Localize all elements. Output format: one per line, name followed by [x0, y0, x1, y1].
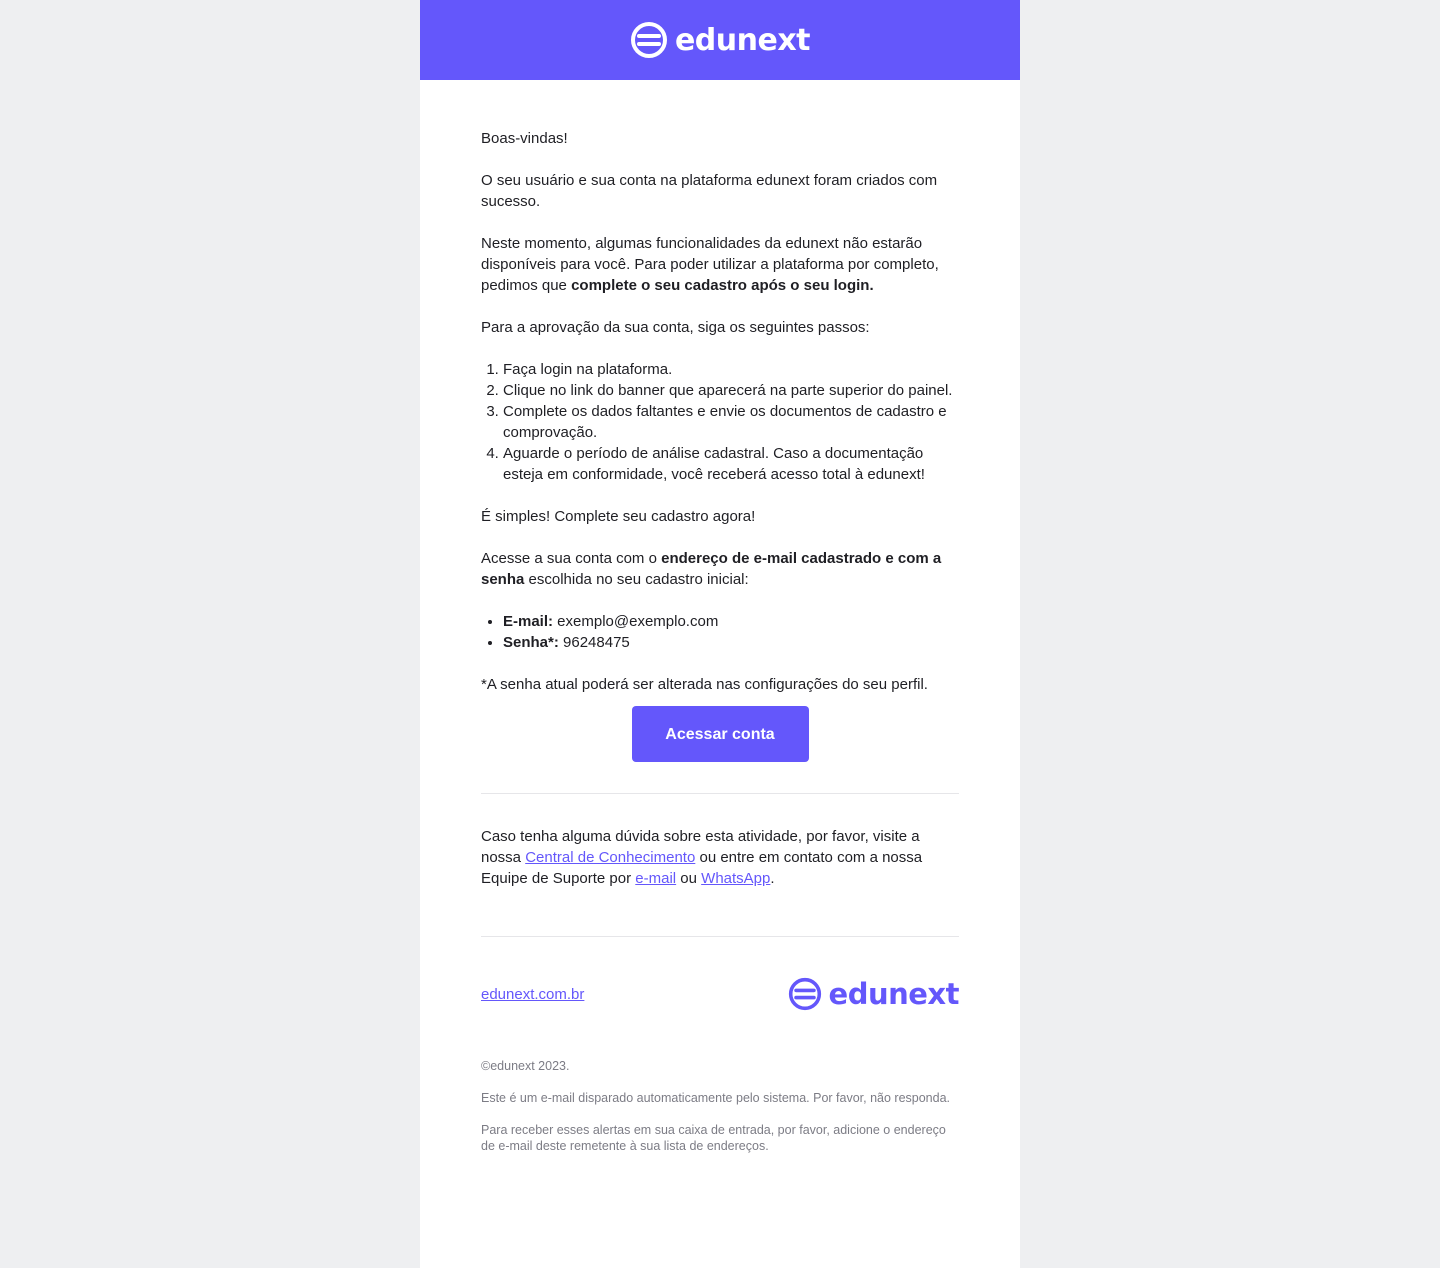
email-container [420, 0, 1020, 1268]
complete-profile-paragraph [481, 233, 959, 296]
auto-email-notice: Este é um e-mail disparado automaticamente pelo sistema. Por favor, não responda. [481, 1091, 951, 1105]
header-logo-text: edunext [674, 22, 811, 58]
divider [481, 793, 959, 794]
divider [481, 936, 959, 937]
edunext-logo-icon [788, 977, 822, 1011]
account-created-paragraph: O seu usuário e sua conta na plataforma edunext foram criados com sucesso. [481, 172, 938, 210]
simple-cta-text: É simples! Complete seu cadastro agora! [481, 508, 756, 525]
email-label: E-mail: [503, 613, 554, 630]
email-header [420, 0, 1020, 80]
support-text-1: Caso tenha alguma dúvida sobre esta atividade, por favor, visite a nossa [481, 828, 920, 866]
footer-logo [788, 977, 959, 1011]
greeting: Boas-vindas! [481, 130, 568, 147]
header-logo [630, 21, 810, 59]
steps-intro: Para a aprovação da sua conta, siga os seguintes passos: [481, 319, 870, 336]
whatsapp-link[interactable]: WhatsApp [701, 870, 771, 887]
complete-profile-text: Neste momento, algumas funcionalidades da edunext não estarão disponíveis para você. Para poder utilizar a plataforma por completo, pedimos que [481, 235, 939, 294]
access-text-start: Acesse a sua conta com o [481, 550, 662, 567]
email-value: exemplo@exemplo.com [553, 613, 719, 630]
whitelist-notice: Para receber esses alertas em sua caixa de entrada, por favor, adicione o endereço de e-mail deste remetente à sua lista de endereços. [481, 1123, 946, 1153]
copyright: ©edunext 2023. [481, 1059, 570, 1073]
support-email-link[interactable]: e-mail [635, 870, 677, 887]
edunext-logo-icon [630, 21, 668, 59]
credential-email [503, 611, 959, 632]
footer-logo-text: edunext [828, 976, 959, 1011]
email-content [481, 128, 959, 1154]
support-text-4: . [770, 870, 775, 887]
password-value: 96248475 [558, 634, 630, 651]
step-item: 1. Faça login na plataforma. [503, 359, 959, 380]
password-note: *A senha atual poderá ser alterada nas configurações do seu perfil. [481, 676, 928, 693]
step-item: 3. Complete os dados faltantes e envie os documentos de cadastro e comprovação. [503, 401, 959, 443]
steps-list [481, 359, 959, 485]
access-text-emphasis: endereço de e-mail cadastrado e com a senha [481, 550, 942, 588]
credentials-list [481, 611, 959, 653]
complete-profile-emphasis: complete o seu cadastro após o seu login. [571, 277, 874, 294]
support-text-3: ou [676, 870, 702, 887]
step-item: 4. Aguarde o período de análise cadastral. Caso a documentação esteja em conformidade, você receberá acesso total à edunext! [503, 443, 959, 485]
button-wrapper [481, 706, 959, 762]
footer-row [481, 977, 959, 1011]
access-text-end: escolhida no seu cadastro inicial: [524, 571, 749, 588]
support-paragraph [481, 826, 959, 889]
password-label: Senha*: [503, 634, 559, 651]
step-item: 2. Clique no link do banner que aparecerá na parte superior do painel. [503, 380, 959, 401]
access-instructions [481, 548, 959, 590]
support-text-2: ou entre em contato com a nossa Equipe de Suporte por [481, 849, 923, 887]
access-account-button[interactable]: Acessar conta [632, 706, 809, 762]
site-link[interactable]: edunext.com.br [481, 985, 585, 1003]
knowledge-center-link[interactable]: Central de Conhecimento [525, 849, 696, 866]
credential-password [503, 632, 959, 653]
